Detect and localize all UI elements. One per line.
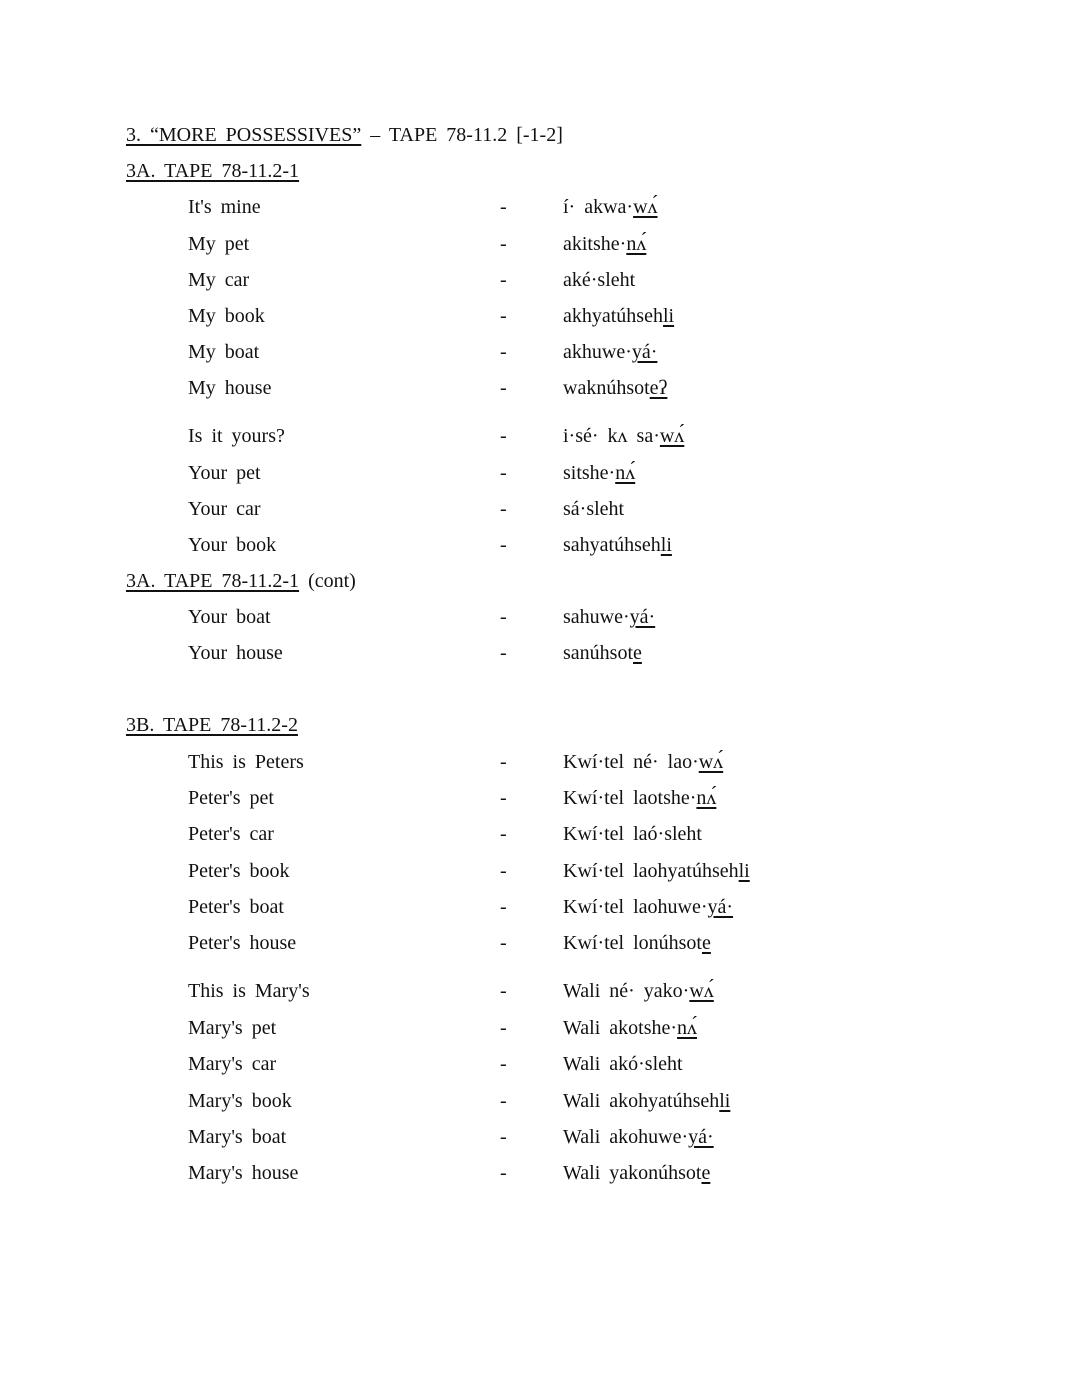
translation-text: Kwí·tel laotshe·: [563, 787, 697, 809]
translation-text: akhuwe·: [563, 341, 632, 363]
english-phrase: Mary's book: [188, 1090, 292, 1112]
translation: [563, 896, 733, 919]
translation-underlined: yá·: [629, 606, 656, 628]
translation-underlined: nʌ́: [696, 787, 717, 809]
vocab-row: [0, 642, 1066, 670]
translation: [563, 606, 655, 629]
vocab-row: [0, 1090, 1066, 1118]
english-phrase: Your boat: [188, 606, 271, 628]
translation: [563, 425, 684, 448]
english-phrase: Peter's car: [188, 823, 274, 845]
english-phrase: My house: [188, 377, 272, 399]
english-phrase: Peter's book: [188, 860, 290, 882]
separator-dash: -: [500, 462, 507, 484]
english-phrase: Peter's boat: [188, 896, 284, 918]
separator-dash: -: [500, 823, 507, 845]
translation-text: waknúhsot: [563, 377, 650, 399]
separator-dash: -: [500, 860, 507, 882]
translation: [563, 1017, 697, 1040]
translation-text: Wali akotshe·: [563, 1017, 678, 1039]
translation-underlined: nʌ́: [677, 1017, 698, 1039]
translation: [563, 1162, 710, 1185]
vocab-row: [0, 823, 1066, 851]
english-phrase: Mary's boat: [188, 1126, 287, 1148]
translation: [563, 980, 714, 1003]
separator-dash: -: [500, 425, 507, 447]
translation: [563, 642, 642, 665]
vocab-row: [0, 860, 1066, 888]
translation: [563, 823, 702, 846]
translation: [563, 787, 716, 810]
section-heading-suffix: (cont): [299, 570, 356, 592]
separator-dash: -: [500, 341, 507, 363]
translation-underlined: yá·: [631, 341, 658, 363]
translation-underlined: li: [660, 534, 672, 556]
translation-text: sahyatúhseh: [563, 534, 661, 556]
translation: [563, 305, 674, 328]
translation: [563, 534, 672, 557]
translation: [563, 751, 723, 774]
english-phrase: Your car: [188, 498, 261, 520]
translation-text: sá·sleht: [563, 498, 625, 520]
translation-underlined: li: [662, 305, 675, 327]
translation-text: aké·sleht: [563, 269, 636, 291]
english-phrase: My boat: [188, 341, 260, 363]
translation-text: Wali yakonúhsot: [563, 1162, 702, 1184]
section-heading-text: 3A. TAPE 78-11.2-1: [126, 160, 300, 182]
section-heading-text: 3B. TAPE 78-11.2-2: [126, 714, 298, 736]
english-phrase: This is Mary's: [188, 980, 310, 1002]
english-phrase: Peter's house: [188, 932, 297, 954]
translation: [563, 377, 667, 400]
section-heading-3a: [126, 160, 299, 183]
translation-text: akhyatúhseh: [563, 305, 663, 327]
section-heading-3a-cont: [126, 570, 356, 593]
english-phrase: Your book: [188, 534, 277, 556]
translation-underlined: li: [738, 860, 750, 882]
english-phrase: Peter's pet: [188, 787, 274, 809]
translation-underlined: li: [719, 1090, 731, 1112]
separator-dash: -: [500, 269, 507, 291]
translation-text: Kwí·tel né· lao·: [563, 751, 699, 773]
english-phrase: Your pet: [188, 462, 261, 484]
separator-dash: -: [500, 305, 507, 327]
translation-text: Kwí·tel laó·sleht: [563, 823, 702, 845]
translation-underlined: wʌ́: [633, 196, 658, 218]
translation-text: sitshe·: [563, 462, 616, 484]
translation: [563, 1090, 730, 1113]
translation-text: i·sé· kʌ sa·: [563, 425, 660, 447]
translation-underlined: e: [633, 642, 642, 664]
separator-dash: -: [500, 642, 507, 664]
translation-underlined: eʔ: [649, 377, 668, 399]
separator-dash: -: [500, 1126, 507, 1148]
separator-dash: -: [500, 932, 507, 954]
translation-text: Kwí·tel lonúhsot: [563, 932, 702, 954]
english-phrase: This is Peters: [188, 751, 304, 773]
separator-dash: -: [500, 534, 507, 556]
separator-dash: -: [500, 787, 507, 809]
english-phrase: Your house: [188, 642, 283, 664]
vocab-row: [0, 1017, 1066, 1045]
translation: [563, 341, 657, 364]
translation-text: Wali akohuwe·: [563, 1126, 689, 1148]
translation-underlined: wʌ́: [689, 980, 714, 1002]
translation: [563, 1126, 714, 1149]
translation-text: Wali akohyatúhseh: [563, 1090, 720, 1112]
translation: [563, 462, 635, 485]
title-underlined: 3. “MORE POSSESSIVES”: [126, 124, 362, 146]
vocab-row: [0, 305, 1066, 333]
english-phrase: Mary's car: [188, 1053, 277, 1075]
translation-text: í· akwa·: [563, 196, 634, 218]
translation-text: akitshe·: [563, 233, 627, 255]
vocab-row: [0, 751, 1066, 779]
vocab-row: [0, 196, 1066, 224]
translation-text: Kwí·tel laohyatúhseh: [563, 860, 739, 882]
english-phrase: Mary's pet: [188, 1017, 277, 1039]
translation-text: sanúhsot: [563, 642, 633, 664]
translation: [563, 932, 711, 955]
english-phrase: Is it yours?: [188, 425, 285, 447]
separator-dash: -: [500, 751, 507, 773]
translation-underlined: nʌ́: [626, 233, 647, 255]
separator-dash: -: [500, 896, 507, 918]
section-heading-3b: [126, 714, 298, 737]
translation-underlined: wʌ́: [698, 751, 724, 773]
translation-text: sahuwe·: [563, 606, 630, 628]
vocab-row: [0, 787, 1066, 815]
vocab-row: [0, 932, 1066, 960]
vocab-row: [0, 233, 1066, 261]
separator-dash: -: [500, 1017, 507, 1039]
vocab-row: [0, 341, 1066, 369]
vocab-row: [0, 606, 1066, 634]
vocab-row: [0, 534, 1066, 562]
separator-dash: -: [500, 233, 507, 255]
separator-dash: -: [500, 1162, 507, 1184]
vocab-row: [0, 1126, 1066, 1154]
translation-underlined: wʌ́: [659, 425, 685, 447]
vocab-row: [0, 498, 1066, 526]
separator-dash: -: [500, 606, 507, 628]
vocab-row: [0, 896, 1066, 924]
vocab-row: [0, 1162, 1066, 1190]
translation-underlined: yá·: [707, 896, 734, 918]
translation-underlined: e: [701, 1162, 711, 1184]
separator-dash: -: [500, 377, 507, 399]
translation: [563, 196, 658, 219]
english-phrase: It's mine: [188, 196, 261, 218]
translation: [563, 269, 635, 292]
separator-dash: -: [500, 1053, 507, 1075]
english-phrase: My book: [188, 305, 265, 327]
translation: [563, 498, 624, 521]
section-heading-text: 3A. TAPE 78-11.2-1: [126, 570, 300, 592]
translation-underlined: nʌ́: [615, 462, 636, 484]
translation: [563, 1053, 683, 1076]
separator-dash: -: [500, 980, 507, 1002]
translation-underlined: yá·: [688, 1126, 714, 1148]
translation-text: Kwí·tel laohuwe·: [563, 896, 708, 918]
vocab-row: [0, 1053, 1066, 1081]
translation-underlined: e: [702, 932, 711, 954]
translation-text: Wali né· yako·: [563, 980, 690, 1002]
english-phrase: Mary's house: [188, 1162, 299, 1184]
english-phrase: My car: [188, 269, 250, 291]
document-title: [126, 124, 563, 147]
title-rest: – TAPE 78-11.2 [-1-2]: [361, 124, 563, 146]
vocab-row: [0, 425, 1066, 453]
vocab-row: [0, 462, 1066, 490]
separator-dash: -: [500, 196, 507, 218]
translation: [563, 860, 750, 883]
vocab-row: [0, 980, 1066, 1008]
english-phrase: My pet: [188, 233, 250, 255]
translation-text: Wali akó·sleht: [563, 1053, 683, 1075]
translation: [563, 233, 646, 256]
vocab-row: [0, 269, 1066, 297]
vocab-row: [0, 377, 1066, 405]
separator-dash: -: [500, 498, 507, 520]
separator-dash: -: [500, 1090, 507, 1112]
